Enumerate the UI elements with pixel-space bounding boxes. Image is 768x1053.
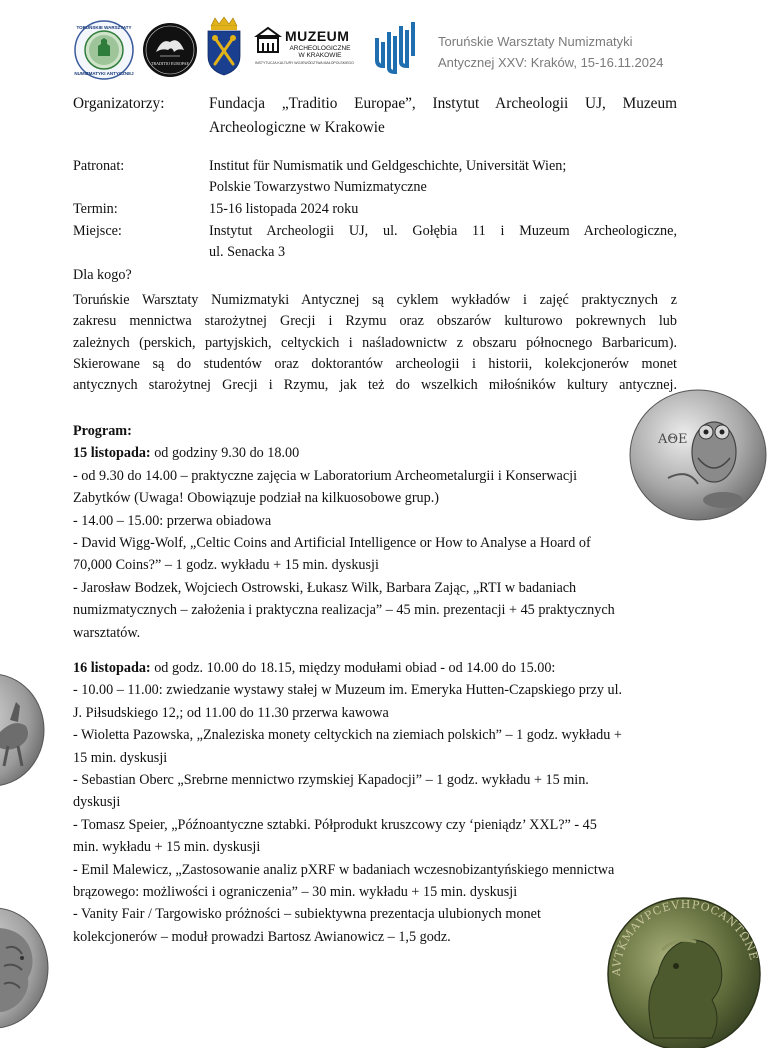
- place-label: Miejsce:: [73, 223, 122, 239]
- program-day2: [73, 657, 677, 948]
- day1-hours: od godziny 9.30 do 18.00: [150, 445, 300, 462]
- organizers-line1: Fundacja „Traditio Europae”, Instytut Archeologii UJ, Muzeum: [209, 95, 677, 112]
- day2-line: - Sebastian Oberc „Srebrne mennictwo rzymskiej Kapadocji” – 1 godz. wykładu + 15 min.: [73, 772, 589, 789]
- intro-line: zależnych (perskich, partyjskich, celtyckich i naśladownictw z obszaru północnego Barbaricum).: [73, 334, 677, 351]
- intro-line: zakresu mennictwa starożytnej Grecji i Rzymu oraz obszarów kulturowo pokrewnych lub: [73, 313, 677, 330]
- muzeum-tiny-text: INSTYTUCJA KULTURY WOJEWÓDZTWA MAŁOPOLSKIEGO: [255, 61, 354, 65]
- portrait-coin-left: [0, 908, 48, 1023]
- day2-hours: od godz. 10.00 do 18.15, między modułami obiad - od 14.00 do 15.00:: [150, 660, 556, 676]
- muzeum-archeologiczne-logo: [255, 24, 361, 68]
- patronage-label: Patronat:: [73, 158, 125, 174]
- muzeum-subtitle: [285, 45, 355, 59]
- traditio-logo-icon: [142, 22, 198, 78]
- day1-line: - Jarosław Bodzek, Wojciech Ostrowski, Łukasz Wilk, Barbara Zając, „RTI w badaniach: [73, 579, 577, 596]
- intro-line: Skierowane są do studentów oraz doktorantów archeologii i historii, kolekcjonerów monet: [73, 355, 677, 372]
- day2-line: kolekcjonerów – moduł prowadzi Bartosz Awianowicz – 1,5 godz.: [73, 928, 451, 945]
- muzeum-subtitle-line2: W KRAKOWIE: [298, 52, 342, 59]
- day2-line: - Emil Malewicz, „Zastosowanie analiz pXRF w badaniach wczesnobizantyńskiego mennictwa: [73, 861, 615, 878]
- place-line2: ul. Senacka 3: [209, 244, 286, 260]
- day1-line: - od 9.30 do 14.00 – praktyczne zajęcia w Laboratorium Archeometalurgii i Konserwacji: [73, 467, 578, 484]
- day1-line: - 14.00 – 15.00: przerwa obiadowa: [73, 512, 272, 529]
- day2-line: 15 min. dyskusji: [73, 749, 168, 766]
- date-label: Termin:: [73, 201, 118, 217]
- header-event-title: [438, 31, 663, 73]
- organizers-value: [209, 92, 677, 140]
- day2-line: dyskusji: [73, 794, 121, 811]
- day2-line: - Vanity Fair / Targowisko próżności – subiektywna prezentacja ulubionych monet: [73, 906, 541, 923]
- svg-text:ΑΘΕ: ΑΘΕ: [658, 432, 688, 447]
- place-line1: Instytut Archeologii UJ, ul. Gołębia 11 i Muzeum Archeologiczne,: [209, 223, 677, 239]
- intro-heading: Dla kogo?: [73, 267, 132, 283]
- patronage-line2: Polskie Towarzystwo Numizmatyczne: [209, 179, 427, 195]
- museum-building-icon: [255, 26, 281, 58]
- day1-date: 15 listopada:: [73, 445, 151, 462]
- owl-coin-icon: [628, 388, 768, 522]
- day2-line: - 10.00 – 11.00: zwiedzanie wystawy stałej w Muzeum im. Emeryka Hutten-Czapskiego przy ul.: [73, 682, 623, 699]
- day2-line: - Wioletta Pazowska, „Znaleziska monety celtyckich na ziemiach polskich” – 1 godz. wykładu +: [73, 727, 622, 744]
- torun-seal-icon: [74, 20, 134, 80]
- organizers-line2: Archeologiczne w Krakowie: [209, 119, 385, 136]
- place-value: [209, 221, 677, 263]
- svg-text:TRADITIO EUROPAE: TRADITIO EUROPAE: [151, 61, 189, 66]
- header-title-line2: Antycznej XXV: Kraków, 15-16.11.2024: [438, 55, 664, 70]
- day1-line: 70,000 Coins?” – 1 godz. wykładu + 15 min. dyskusji: [73, 557, 379, 574]
- day2-date: 16 listopada:: [73, 660, 151, 676]
- svg-text:AVTKMAVPCEVHPOCANTΩNEINOC: AVTKMAVPCEVHPOCANTΩNE: [609, 897, 761, 977]
- day2-line: - Tomasz Speier, „Późnoantyczne sztabki. Półprodukt kruszcowy czy ‘pieniądz’ XXL?” - 45: [73, 816, 597, 833]
- day2-line: J. Piłsudskiego 12,; od 11.00 do 11.30 przerwa kawowa: [73, 704, 389, 721]
- rider-coin-icon: [0, 672, 46, 788]
- crest-icon: [205, 16, 243, 76]
- program-heading: Program:: [73, 423, 132, 439]
- rider-coin: [0, 672, 46, 788]
- uj-wave-icon: [373, 18, 421, 78]
- day1-title: [73, 442, 677, 464]
- program-day1: [73, 420, 677, 644]
- day1-line: Zabytków (Uwaga! Obowiązuje podział na kilkuosobowe grup.): [73, 490, 440, 507]
- muzeum-subtitle-line1: ARCHEOLOGICZNE: [289, 45, 351, 52]
- intro-paragraph: [73, 290, 677, 396]
- uj-archaeology-logo: [373, 18, 421, 78]
- emperor-coin: [602, 888, 761, 1023]
- header-title-line1: Toruńskie Warsztaty Numizmatyki: [438, 34, 633, 49]
- day2-line: brązowego: możliwości i ograniczenia” – 30 min. wykładu + 15 min. dyskusji: [73, 884, 518, 901]
- traditio-europae-logo: [142, 22, 198, 78]
- day2-title: [73, 657, 677, 679]
- svg-text:NUMIZMATYKI ANTYCZNEJ: NUMIZMATYKI ANTYCZNEJ: [74, 71, 134, 76]
- patronage-value: [209, 156, 677, 198]
- day1-line: - David Wigg-Wolf, „Celtic Coins and Artificial Intelligence or How to Analyse a Hoard of: [73, 535, 591, 552]
- day1-line: numizmatycznych – założenia i praktyczna realizacja” – 45 min. prezentacji + 45 praktycznych: [73, 602, 615, 619]
- svg-text:TORUŃSKIE WARSZTATY: TORUŃSKIE WARSZTATY: [76, 25, 132, 30]
- owl-coin: [628, 388, 747, 522]
- intro-line: antycznych starożytnej Grecji i Rzymu, jak też do wszelkich miłośników kultury antycznej.: [73, 377, 677, 394]
- organizers-label: Organizatorzy:: [73, 95, 165, 112]
- intro-line: Toruńskie Warsztaty Numizmatyki Antycznej są cyklem wykładów i zajęć praktycznych z: [73, 292, 677, 308]
- date-value: 15-16 listopada 2024 roku: [209, 201, 359, 217]
- krakow-crest-logo: [205, 16, 243, 76]
- portrait-coin-icon: [0, 908, 48, 1023]
- day1-line: warsztatów.: [73, 624, 141, 641]
- muzeum-title: MUZEUM: [285, 28, 350, 44]
- emperor-coin-icon: [602, 888, 762, 1048]
- patronage-line1: Institut für Numismatik und Geldgeschichte, Universität Wien;: [209, 158, 567, 174]
- day2-line: min. wykładu + 15 min. dyskusji: [73, 839, 261, 856]
- torun-workshop-logo: [74, 20, 134, 80]
